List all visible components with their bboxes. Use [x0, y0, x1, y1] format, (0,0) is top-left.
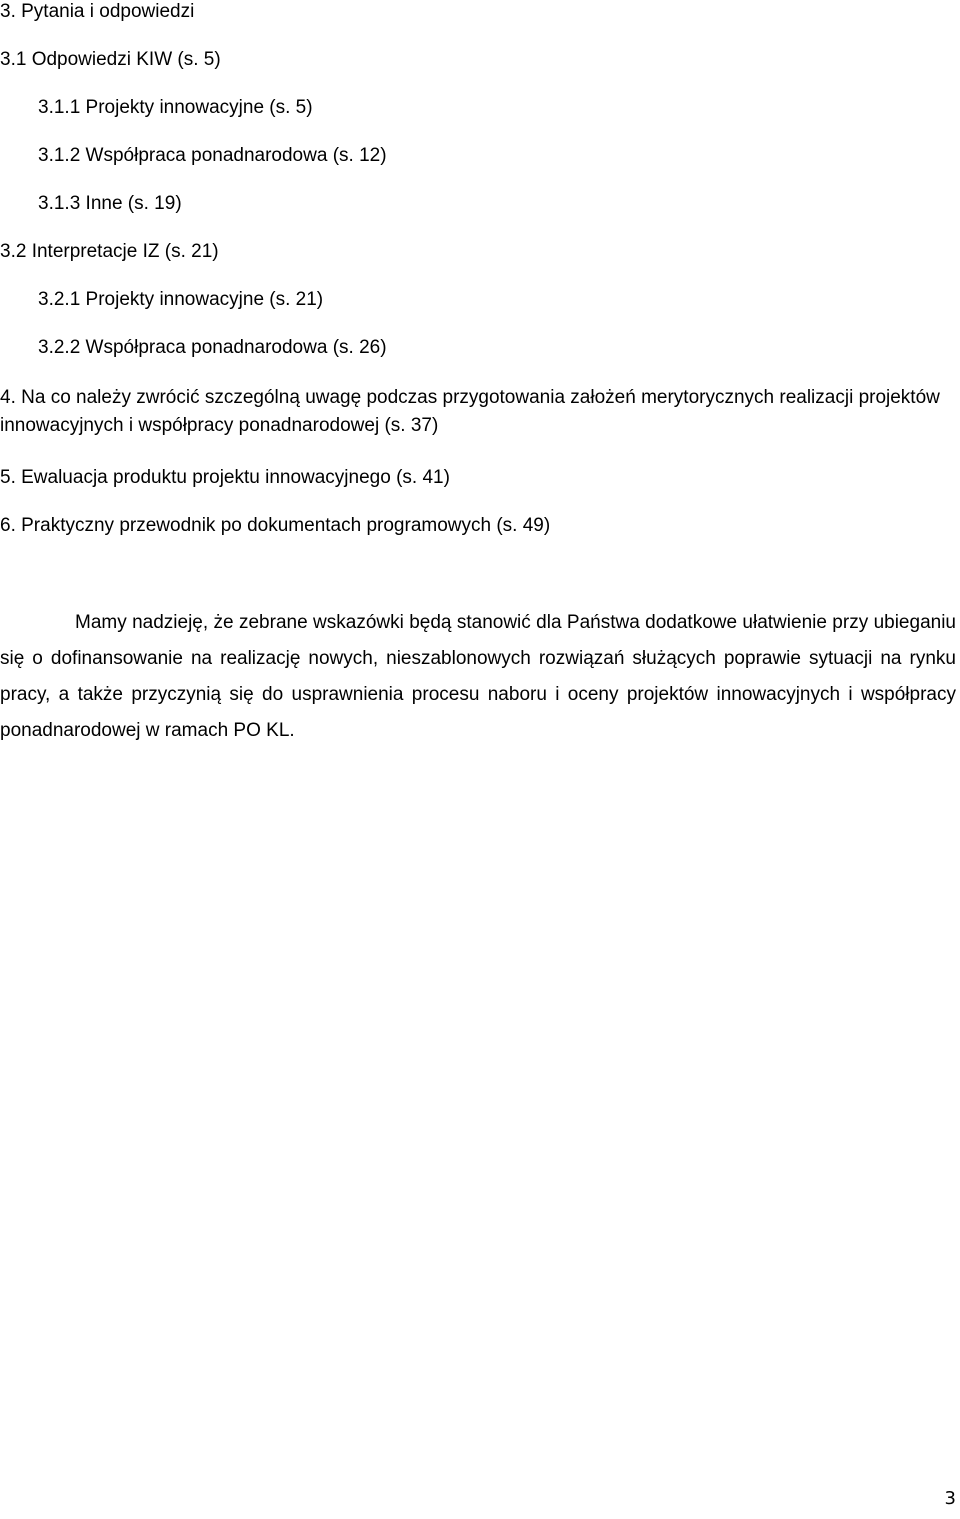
toc-entry: 3.1 Odpowiedzi KIW (s. 5) [0, 49, 221, 70]
toc-entry: 3.1.1 Projekty innowacyjne (s. 5) [38, 97, 313, 118]
toc-entry: 3.2.1 Projekty innowacyjne (s. 21) [38, 289, 324, 310]
page-number: 3 [944, 1488, 956, 1509]
toc-entry: 3.1.3 Inne (s. 19) [38, 193, 182, 214]
toc-entry: 6. Praktyczny przewodnik po dokumentach programowych (s. 49) [0, 515, 551, 536]
closing-paragraph: Mamy nadzieję, że zebrane wskazówki będą stanowić dla Państwa dodatkowe ułatwienie przy ubieganiu się o dofinansowanie na realizację nowych, nieszablonowych rozwiązań służących poprawie sytuacji na rynku pracy, a także przyczynią się do usprawnienia procesu naboru i oceny projektów innowacyjnych i współpracy ponadnarodowej w ramach PO KL. [0, 612, 956, 741]
toc-entry: 3. Pytania i odpowiedzi [0, 1, 195, 22]
toc-entry: 4. Na co należy zwrócić szczególną uwagę podczas przygotowania założeń merytorycznych realizacji projektów innowacyjnych i współpracy ponadnarodowej (s. 37) [0, 387, 940, 436]
toc-entry: 3.2.2 Współpraca ponadnarodowa (s. 26) [38, 337, 387, 358]
toc-entry: 3.2 Interpretacje IZ (s. 21) [0, 241, 219, 262]
toc-entry: 3.1.2 Współpraca ponadnarodowa (s. 12) [38, 145, 387, 166]
toc-entry: 5. Ewaluacja produktu projektu innowacyjnego (s. 41) [0, 467, 450, 488]
